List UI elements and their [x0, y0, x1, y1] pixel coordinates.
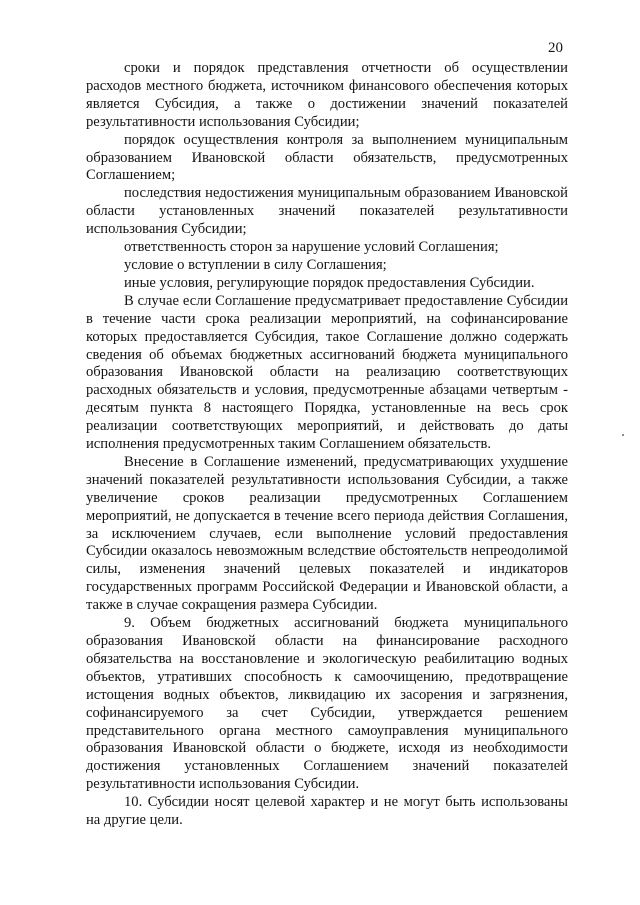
paragraph-item-10: 10. Субсидии носят целевой характер и не могут быть использованы на другие цели.: [86, 794, 568, 829]
page-number: 20: [548, 40, 563, 56]
paragraph-control-procedure: порядок осуществления контроля за выполнением муниципальным образованием Ивановской области обязательств, предусмотренных Соглашением;: [86, 131, 568, 184]
paragraph-item-9: 9. Объем бюджетных ассигнований бюджета муниципального образования Ивановской области на финансирование расходного обязательства на восстановление и экологическую реабилитацию водных объектов, утративших способность к самоочищению, предотвращение истощения водных объектов, ликвидацию их засорения и загрязнения, софинансируемого за счет Субсидии, утверждается решением представительного органа местного самоуправления муниципального образования Ивановской области о бюджете, исходя из необходимости достижения установленных Соглашением значений показателей результативности использования Субсидии.: [86, 615, 568, 793]
paragraph-reporting-terms: сроки и порядок представления отчетности об осуществлении расходов местного бюджета, источником финансового обеспечения которых является Субсидия, а также о достижении значений показателей результативности использования Субсидии;: [86, 60, 568, 130]
paragraph-other-conditions: иные условия, регулирующие порядок предоставления Субсидии.: [124, 274, 535, 291]
scan-speck: [622, 434, 624, 436]
paragraph-entry-into-force: условие о вступлении в силу Соглашения;: [124, 256, 387, 273]
document-body: [86, 60, 568, 830]
paragraph-consequences: последствия недостижения муниципальным образованием Ивановской области установленных значений показателей результативности использования Субсидии;: [86, 185, 568, 238]
paragraph-partial-term: В случае если Соглашение предусматривает предоставление Субсидии в течение части срока реализации мероприятий, на софинансирование которых предоставляется Субсидия, такое Соглашение должно содержать сведения об объемах бюджетных ассигнований бюджета муниципального образования Ивановской области на реализацию соответствующих расходных обязательств и условия, предусмотренные абзацами четвертым - десятым пункта 8 настоящего Порядка, установленные на весь срок реализации соответствующих мероприятий, и действовать до даты исполнения предусмотренных таким Соглашением обязательств.: [86, 292, 568, 453]
paragraph-responsibility: ответственность сторон за нарушение условий Соглашения;: [124, 239, 499, 256]
paragraph-amendments: Внесение в Соглашение изменений, предусматривающих ухудшение значений показателей результативности использования Субсидии, а также увеличение сроков реализации предусмотренных Соглашением мероприятий, не допускается в течение всего периода действия Соглашения, за исключением случаев, если выполнение условий предоставления Субсидии оказалось невозможным вследствие обстоятельств непреодолимой силы, изменения значений целевых показателей и индикаторов государственных программ Российской Федерации и Ивановской области, а также в случае сокращения размера Субсидии.: [86, 453, 568, 614]
